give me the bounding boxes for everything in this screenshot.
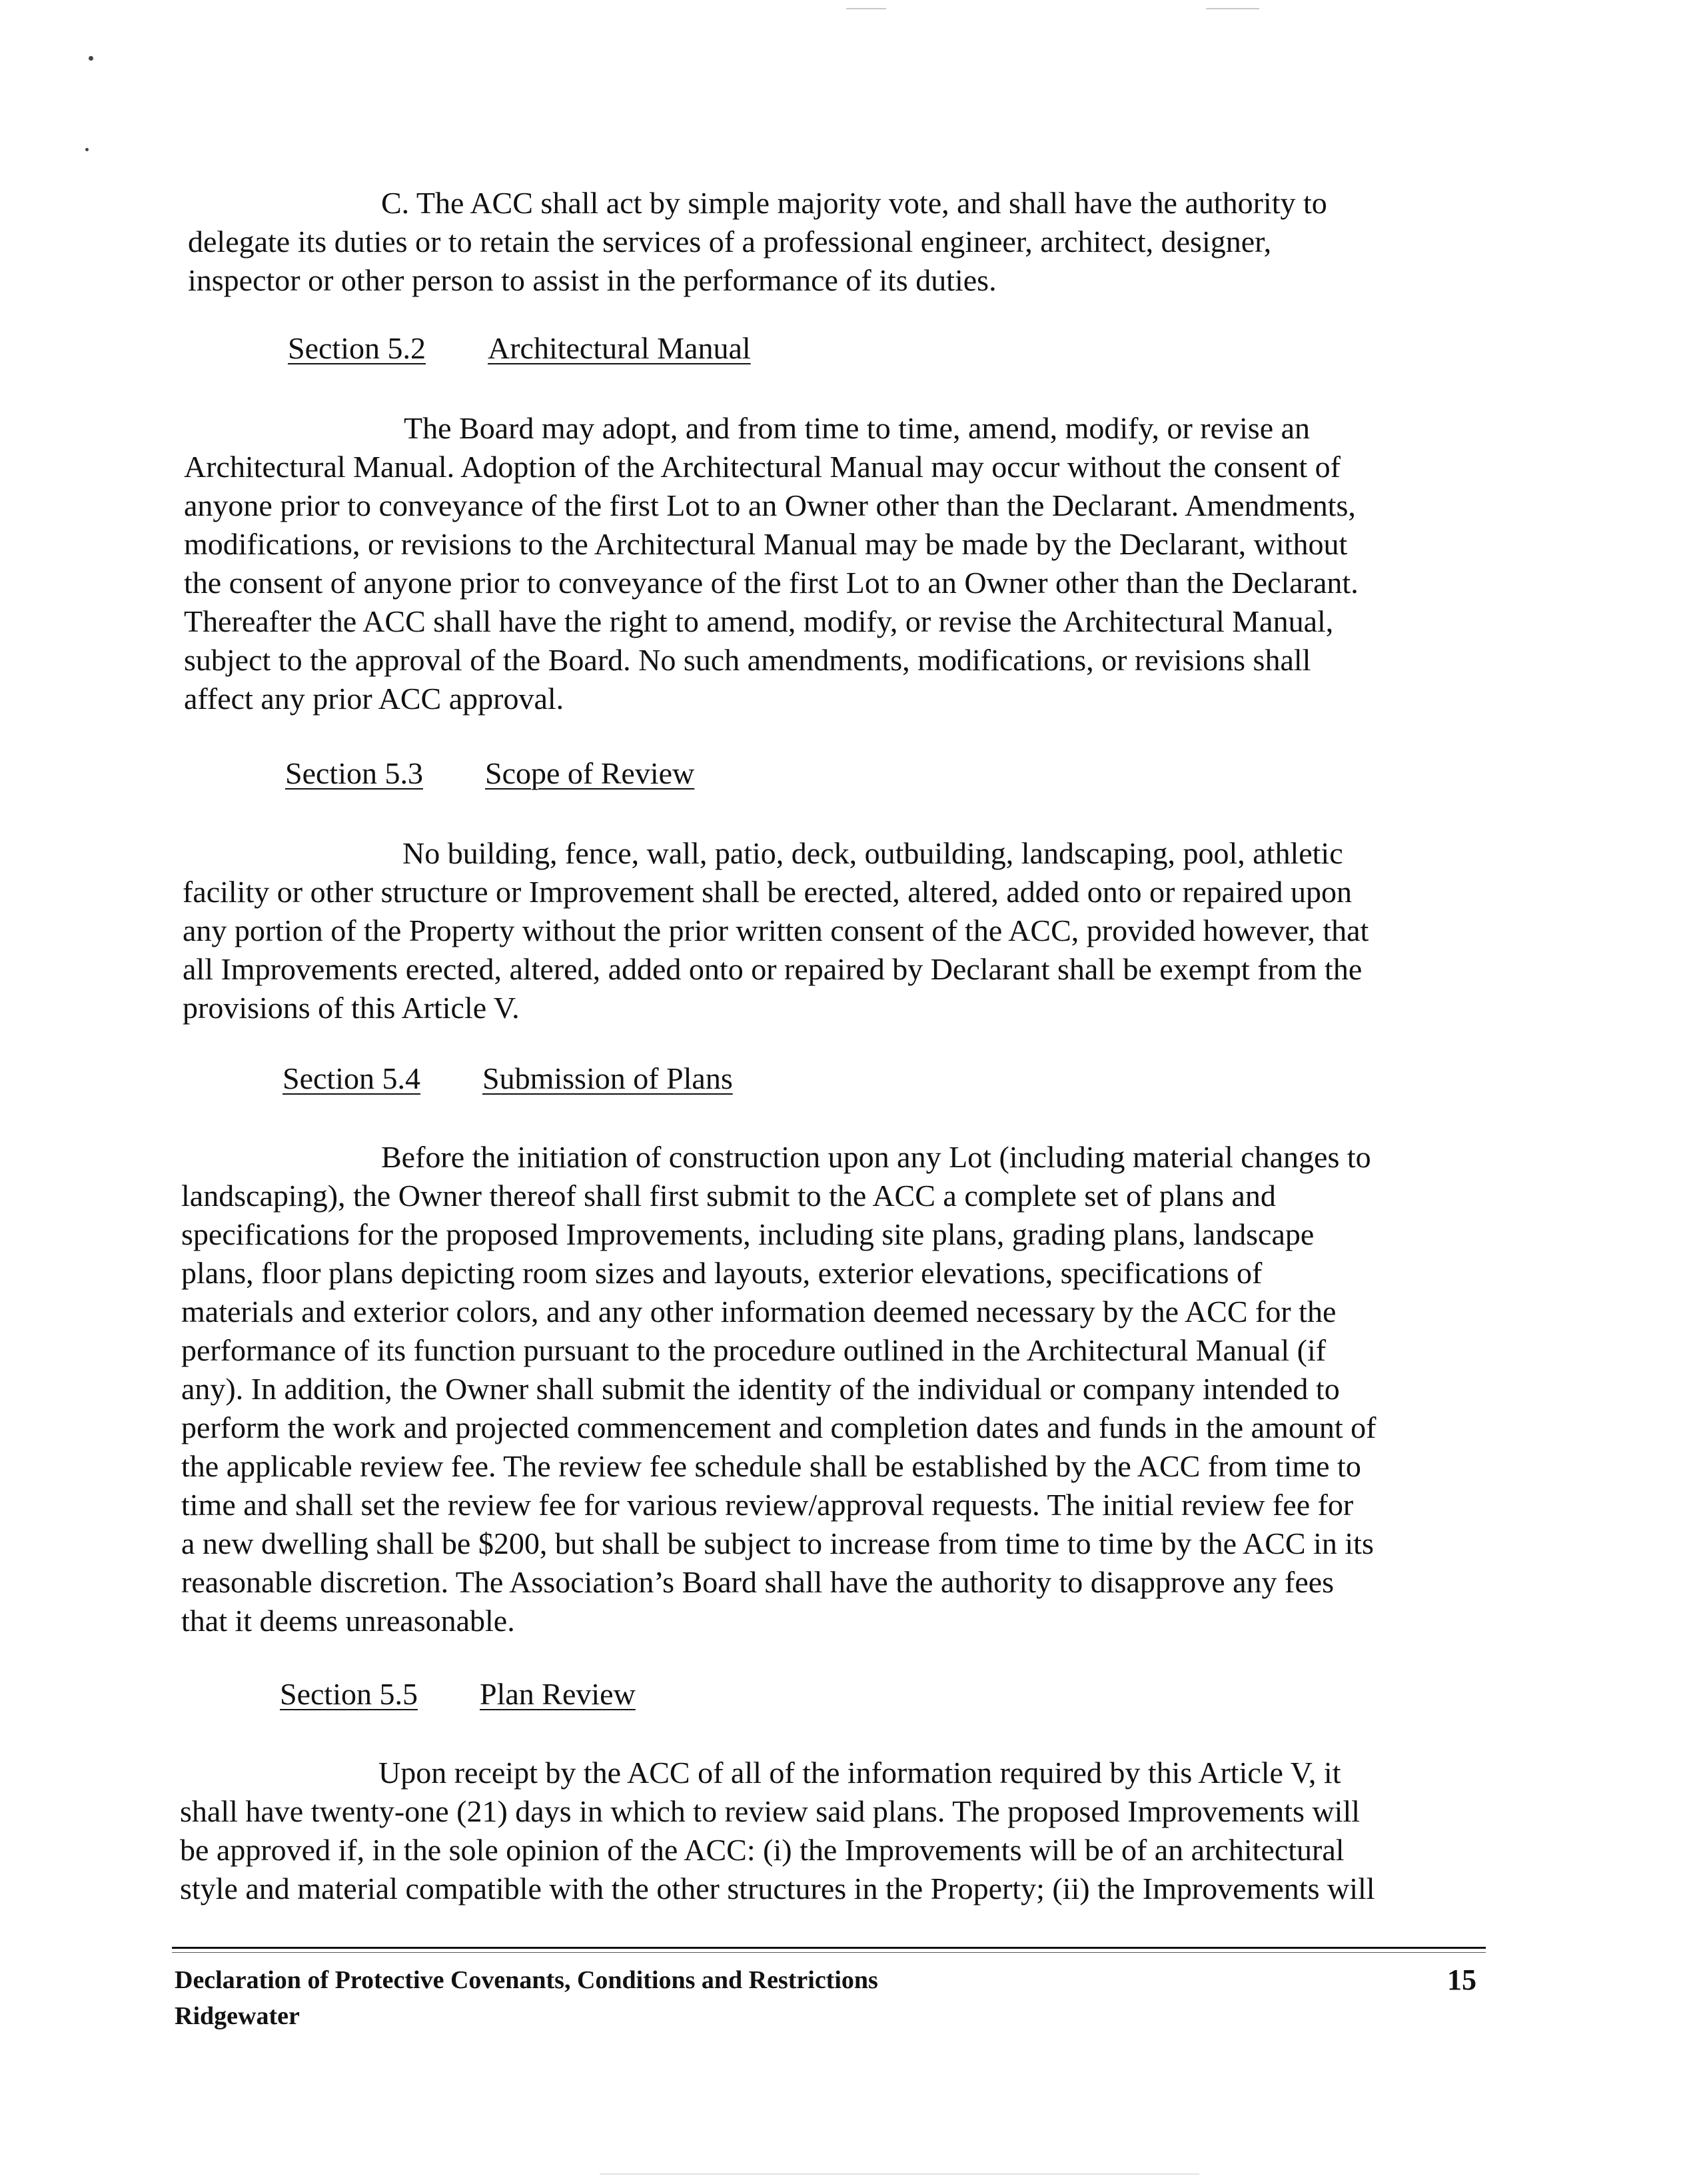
paragraph-5-4: [181, 1138, 1491, 1640]
section-number: Section 5.5: [280, 1677, 418, 1711]
paragraph-line: plans, floor plans depicting room sizes and layouts, exterior elevations, specifications of: [181, 1256, 1263, 1290]
section-number: Section 5.4: [282, 1061, 420, 1095]
paragraph-line: style and material compatible with the other structures in the Property; (ii) the Improvements will: [180, 1872, 1375, 1906]
paragraph-line: landscaping), the Owner thereof shall first submit to the ACC a complete set of plans and: [181, 1179, 1276, 1213]
paragraph-line: Before the initiation of construction upon any Lot (including material changes to: [381, 1140, 1371, 1174]
paragraph-line: The Board may adopt, and from time to time, amend, modify, or revise an: [404, 411, 1311, 445]
paragraph-line: anyone prior to conveyance of the first Lot to an Owner other than the Declarant. Amendments,: [184, 488, 1356, 522]
scan-mark: [1206, 8, 1259, 9]
paragraph-line: any). In addition, the Owner shall submit the identity of the individual or company intended to: [181, 1372, 1340, 1406]
section-title: Plan Review: [480, 1677, 636, 1711]
scan-speck: [89, 56, 93, 61]
paragraph-line: any portion of the Property without the prior written consent of the ACC, provided however, that: [183, 913, 1369, 947]
paragraph-line: all Improvements erected, altered, added onto or repaired by Declarant shall be exempt from the: [183, 952, 1363, 986]
scan-mark: [600, 2173, 1199, 2175]
paragraph-line: specifications for the proposed Improvements, including site plans, grading plans, landscape: [181, 1217, 1315, 1251]
section-title: Scope of Review: [485, 756, 695, 790]
section-5-2-heading: [288, 329, 751, 368]
section-title: Submission of Plans: [482, 1061, 733, 1095]
paragraph-line: affect any prior ACC approval.: [184, 682, 564, 716]
section-5-5-heading: [280, 1675, 636, 1714]
paragraph-line: Architectural Manual. Adoption of the Architectural Manual may occur without the consent of: [184, 450, 1341, 484]
section-5-4-heading: [282, 1059, 733, 1098]
footer-document-title: Declaration of Protective Covenants, Conditions and Restrictions: [175, 1966, 878, 1994]
paragraph-line: subject to the approval of the Board. No such amendments, modifications, or revisions shall: [184, 643, 1311, 677]
paragraph-5-3: [183, 834, 1488, 1027]
section-number: Section 5.2: [288, 331, 426, 365]
footer-divider: [172, 1947, 1486, 1949]
paragraph-line: be approved if, in the sole opinion of the ACC: (i) the Improvements will be of an architectural: [180, 1833, 1345, 1867]
paragraph-line: perform the work and projected commencement and completion dates and funds in the amount of: [181, 1410, 1377, 1444]
scan-speck: [85, 148, 89, 151]
page-number: 15: [1447, 1963, 1476, 1996]
paragraph-line: C. The ACC shall act by simple majority vote, and shall have the authority to: [381, 186, 1327, 220]
paragraph-5-2: [184, 409, 1490, 718]
paragraph-line: inspector or other person to assist in the performance of its duties.: [188, 263, 997, 297]
scan-mark: [846, 8, 886, 9]
paragraph-c: [188, 184, 1486, 300]
footer-community-name: Ridgewater: [175, 2002, 300, 2030]
paragraph-line: modifications, or revisions to the Architectural Manual may be made by the Declarant, without: [184, 527, 1348, 561]
section-title: Architectural Manual: [488, 331, 751, 365]
paragraph-line: No building, fence, wall, patio, deck, outbuilding, landscaping, pool, athletic: [402, 836, 1343, 870]
paragraph-line: the applicable review fee. The review fee schedule shall be established by the ACC from time to: [181, 1449, 1361, 1483]
paragraph-line: Upon receipt by the ACC of all of the information required by this Article V, it: [378, 1756, 1341, 1790]
section-5-3-heading: [285, 754, 695, 793]
paragraph-line: that it deems unreasonable.: [181, 1604, 515, 1638]
paragraph-line: time and shall set the review fee for various review/approval requests. The initial review fee for: [181, 1488, 1354, 1522]
paragraph-line: provisions of this Article V.: [183, 991, 520, 1025]
paragraph-line: Thereafter the ACC shall have the right to amend, modify, or revise the Architectural Manual,: [184, 604, 1334, 638]
paragraph-line: delegate its duties or to retain the services of a professional engineer, architect, designer,: [188, 225, 1272, 259]
section-number: Section 5.3: [285, 756, 423, 790]
paragraph-line: performance of its function pursuant to the procedure outlined in the Architectural Manual (if: [181, 1333, 1327, 1367]
paragraph-line: a new dwelling shall be $200, but shall be subject to increase from time to time by the ACC in its: [181, 1526, 1374, 1560]
paragraph-line: reasonable discretion. The Association’s Board shall have the authority to disapprove any fees: [181, 1565, 1335, 1599]
paragraph-5-5: [180, 1754, 1483, 1908]
paragraph-line: shall have twenty-one (21) days in which to review said plans. The proposed Improvements will: [180, 1794, 1361, 1828]
paragraph-line: facility or other structure or Improvement shall be erected, altered, added onto or repaired upon: [183, 875, 1352, 909]
paragraph-line: materials and exterior colors, and any other information deemed necessary by the ACC for the: [181, 1295, 1337, 1329]
footer-divider-secondary: [172, 1952, 1486, 1953]
paragraph-line: the consent of anyone prior to conveyance of the first Lot to an Owner other than the Declarant.: [184, 566, 1359, 600]
